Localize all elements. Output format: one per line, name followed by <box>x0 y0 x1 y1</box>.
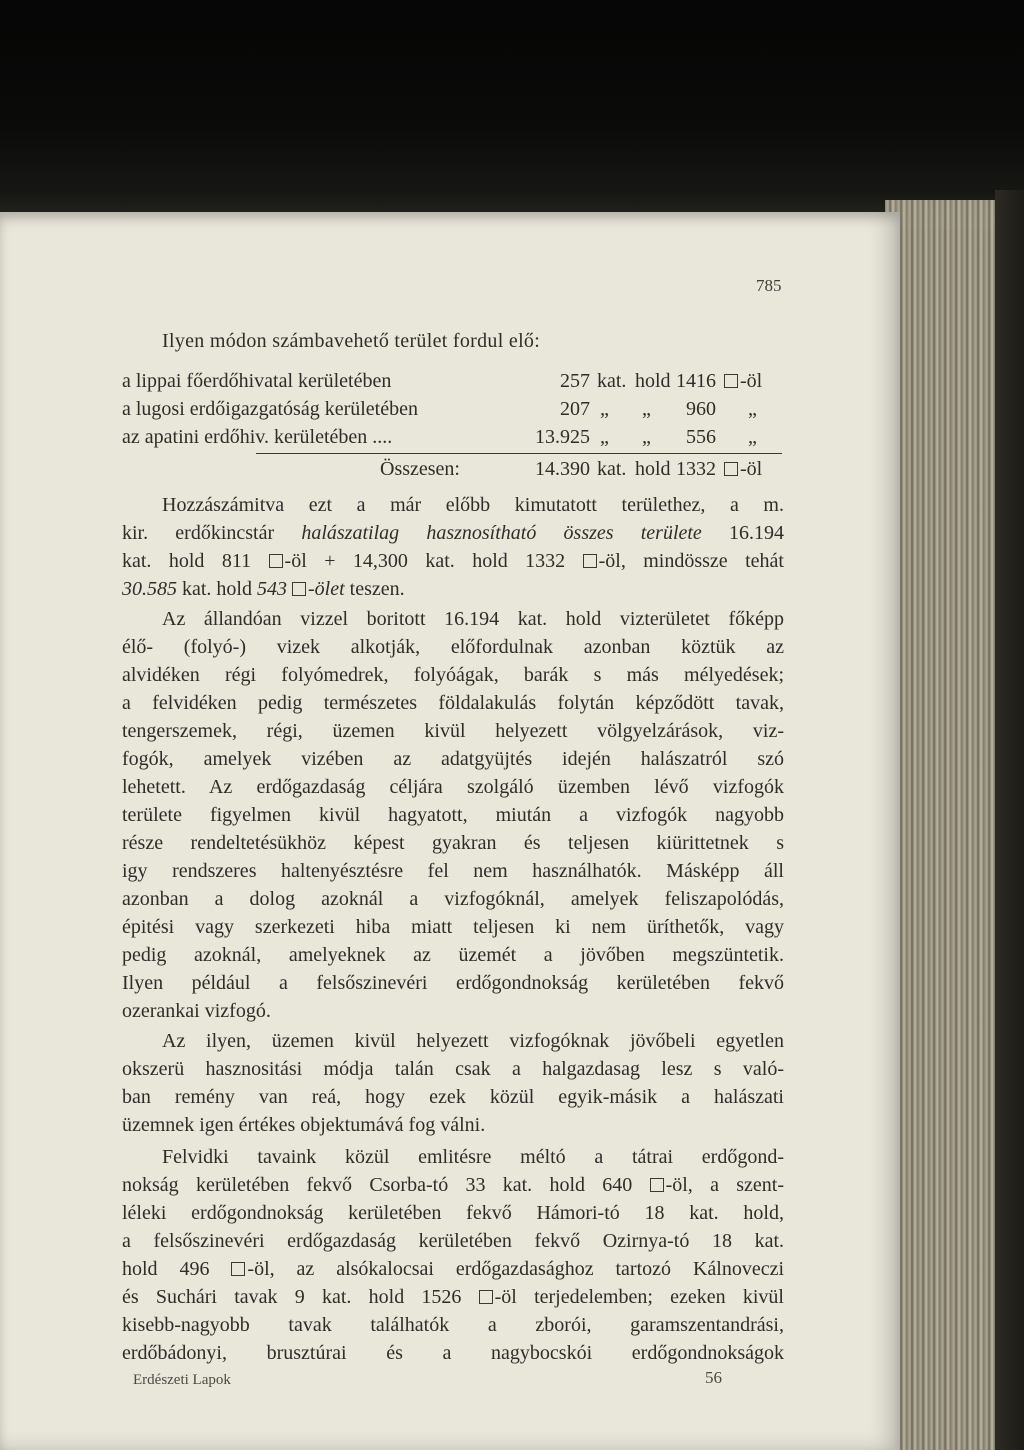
row-hold: 257 <box>560 370 590 392</box>
row-kat: kat. <box>597 370 627 392</box>
text-line: erdőbádonyi, brusztúrai és a nagybocskói erdőgondnokságok <box>122 1342 784 1364</box>
total-kat: kat. <box>597 458 627 480</box>
text-line: élő- (folyó-) vizek alkotják, előfordulnak azonban köztük az <box>122 636 784 658</box>
table-sum-rule <box>256 453 782 454</box>
table-row <box>122 426 802 452</box>
background-dark-area <box>0 0 1024 215</box>
row-ol: 556 <box>686 426 716 448</box>
row-hold-word: „ <box>642 398 651 420</box>
intro-line: Ilyen módon számbavehető terület fordul elő: <box>162 330 541 352</box>
text-line: Az állandóan vizzel boritott 16.194 kat. hold vizterületet főképp <box>162 608 784 630</box>
book-page <box>0 212 900 1450</box>
row-label: a lippai főerdőhivatal kerületében <box>122 370 392 392</box>
total-hold: 14.390 <box>535 458 590 480</box>
row-label: az apatini erdőhiv. kerületében .... <box>122 426 393 448</box>
text-line: és Suchári tavak 9 kat. hold 1526 -öl terjedelemben; ezeken kivül <box>122 1286 784 1308</box>
text-line: nokság kerületében fekvő Csorba-tó 33 kat. hold 640 -öl, a szent- <box>122 1174 784 1196</box>
row-hold: 207 <box>560 398 590 420</box>
row-ol: 1416 <box>676 370 716 392</box>
text-line: Hozzászámitva ezt a már előbb kimutatott területhez, a m. <box>162 494 784 516</box>
row-kat: „ <box>600 398 609 420</box>
text-line: ban remény van reá, hogy ezek közül egyik-másik a halászati <box>122 1086 784 1108</box>
text-line: 30.585 kat. hold 543 -ölet teszen. <box>122 578 405 600</box>
square-icon <box>231 1262 245 1276</box>
page-content <box>0 212 900 1450</box>
text-line: pedig azoknál, amelyeknek az üzemét a jövőben megszüntetik. <box>122 944 784 966</box>
text-line: ozerankai vizfogó. <box>122 1000 271 1022</box>
total-hold-word: hold <box>635 458 671 480</box>
text-line: kisebb-nagyobb tavak találhatók a zborói, garamszentandrási, <box>122 1314 784 1336</box>
text-line: lehetett. Az erdőgazdaság céljára szolgáló üzemben lévő vizfogók <box>122 776 784 798</box>
text-line: hold 496 -öl, az alsókalocsai erdőgazdasághoz tartozó Kálnoveczi <box>122 1258 785 1280</box>
text-line: kat. hold 811 -öl + 14,300 kat. hold 1332 -öl, mindössze tehát <box>122 550 784 572</box>
text-line: területe figyelmen kivül hagyatott, miután a vizfogók nagyobb <box>122 804 784 826</box>
row-ol: 960 <box>686 398 716 420</box>
square-icon <box>724 374 738 388</box>
row-label: a lugosi erdőigazgatóság kerületében <box>122 398 418 420</box>
total-label: Összesen: <box>380 458 460 480</box>
footer-journal: Erdészeti Lapok <box>133 1372 231 1388</box>
row-kat: „ <box>600 426 609 448</box>
page-stack-edge <box>885 200 995 1450</box>
text-line: üzemnek igen értékes objektumává fog válni. <box>122 1114 486 1136</box>
square-icon <box>650 1178 664 1192</box>
table-row <box>122 398 802 424</box>
row-hold: 13.925 <box>535 426 590 448</box>
text-line: része rendeltetésükhöz képest gyakran és teljesen kiürittetnek s <box>122 832 784 854</box>
book-cover-edge <box>995 190 1024 1450</box>
text-line: tengerszemek, régi, üzemen kivül helyezett völgyelzárások, viz- <box>122 720 784 742</box>
row-hold-word: „ <box>642 426 651 448</box>
square-icon <box>724 462 738 476</box>
table-total-row <box>122 458 802 484</box>
square-icon <box>583 554 597 568</box>
text-line: a felvidéken pedig természetes földalakulás folytán képződött tavak, <box>122 692 784 714</box>
square-icon <box>269 554 283 568</box>
square-icon <box>479 1290 493 1304</box>
text-line: a felsőszinevéri erdőgazdaság kerületében fekvő Ozirnya-tó 18 kat. <box>122 1230 784 1252</box>
text-line: Felvidki tavaink közül emlitésre méltó a tátrai erdőgond- <box>162 1146 784 1168</box>
text-line: kir. erdőkincstár halászatilag hasznosítható összes területe 16.194 <box>122 522 784 544</box>
text-line: épitési vagy szerkezeti hiba miatt teljesen ki nem üríthetők, vagy <box>122 916 784 938</box>
square-icon <box>292 582 306 596</box>
row-unit: „ <box>748 398 757 420</box>
text-line: léleki erdőgondnokság kerületében fekvő Hámori-tó 18 kat. hold, <box>122 1202 784 1224</box>
table-row <box>122 370 802 396</box>
row-hold-word: hold <box>635 370 671 392</box>
text-line: Az ilyen, üzemen kivül helyezett vizfogóknak jövőbeli egyetlen <box>162 1030 784 1052</box>
row-unit: -öl <box>724 370 762 393</box>
page-number: 785 <box>756 276 782 295</box>
row-unit: „ <box>748 426 757 448</box>
text-line: igy rendszeres haltenyésztésre fel nem használhatók. Másképp áll <box>122 860 784 882</box>
text-line: azonban a dolog azoknál a vizfogóknál, amelyek feliszapolódás, <box>122 888 784 910</box>
text-line: alvidéken régi folyómedrek, folyóágak, barák s más mélyedések; <box>122 664 784 686</box>
text-line: fogók, amelyek vizében az adatgyüjtés idején halászatról szó <box>122 748 784 770</box>
text-line: okszerü hasznositási módja talán csak a halgazdasag lesz s való- <box>122 1058 784 1080</box>
total-ol: 1332 <box>676 458 716 480</box>
footer-sheet-number: 56 <box>705 1368 722 1387</box>
text-line: Ilyen például a felsőszinevéri erdőgondnokság kerületében fekvő <box>122 972 784 994</box>
total-unit: -öl <box>724 458 762 481</box>
